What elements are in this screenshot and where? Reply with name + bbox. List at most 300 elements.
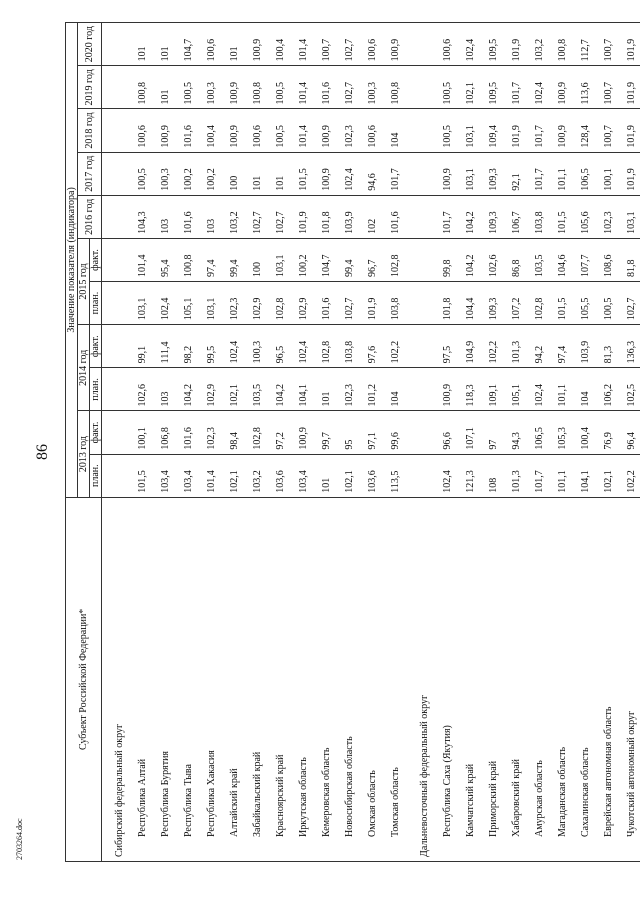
value-cell: 100,5 [131, 152, 154, 195]
value-cell: 100,6 [361, 109, 384, 152]
value-cell: 104,7 [177, 23, 200, 66]
value-cell: 107,7 [574, 238, 597, 281]
value-cell: 111,4 [154, 325, 177, 368]
value-cell: 101,5 [551, 282, 574, 325]
value-cell: 102,3 [338, 368, 361, 411]
subject-name: Сахалинская область [574, 497, 597, 861]
subject-name: Камчатский край [459, 497, 482, 861]
value-cell: 101 [269, 152, 292, 195]
value-cell: 100,9 [315, 109, 338, 152]
value-cell: 101,8 [315, 195, 338, 238]
value-cell: 102,3 [223, 282, 246, 325]
value-cell: 103 [154, 195, 177, 238]
year-header: 2015 год [78, 238, 90, 324]
value-cell: 121,3 [459, 454, 482, 497]
value-cell: 103,4 [292, 454, 315, 497]
value-cell: 100,5 [436, 66, 459, 109]
value-cell [407, 368, 436, 411]
value-cell: 101,7 [505, 66, 528, 109]
value-cell: 101,9 [620, 152, 640, 195]
value-cell: 100,5 [597, 282, 620, 325]
value-cell: 94,3 [505, 411, 528, 454]
value-cell: 109,3 [482, 152, 505, 195]
value-cell: 128,4 [574, 109, 597, 152]
table-row [223, 23, 246, 862]
value-cell: 109,4 [482, 109, 505, 152]
value-cell [102, 411, 132, 454]
value-cell: 96,5 [269, 325, 292, 368]
table-row [459, 23, 482, 862]
fact-subheader: факт. [90, 325, 102, 368]
value-cell: 102,7 [338, 66, 361, 109]
value-cell: 104,2 [459, 195, 482, 238]
value-cell: 103 [154, 368, 177, 411]
value-cell: 101,5 [292, 152, 315, 195]
value-cell: 102,3 [597, 195, 620, 238]
value-cell: 102,4 [223, 325, 246, 368]
value-cell: 100,9 [384, 23, 407, 66]
value-cell: 102,8 [269, 282, 292, 325]
value-cell: 104,1 [574, 454, 597, 497]
value-cell: 101 [154, 23, 177, 66]
value-cell: 102,3 [200, 411, 223, 454]
value-cell: 97,4 [551, 325, 574, 368]
fact-subheader: факт. [90, 238, 102, 281]
value-cell: 101,9 [620, 23, 640, 66]
value-cell: 104 [384, 368, 407, 411]
value-cell: 102,8 [528, 282, 551, 325]
value-cell: 102,9 [246, 282, 269, 325]
value-cell: 101,1 [551, 368, 574, 411]
value-cell: 101,5 [551, 195, 574, 238]
value-cell: 100,5 [436, 109, 459, 152]
value-cell: 118,3 [459, 368, 482, 411]
value-cell: 100,8 [177, 238, 200, 281]
value-cell: 102,6 [482, 238, 505, 281]
value-cell: 104,2 [459, 238, 482, 281]
value-cell: 102,7 [620, 282, 640, 325]
value-cell: 101,3 [505, 325, 528, 368]
value-cell: 103,5 [246, 368, 269, 411]
subject-column-header: Субъект Российской Федерации* [66, 497, 102, 861]
subject-name: Забайкальский край [246, 497, 269, 861]
table-row [292, 23, 315, 862]
district-row [407, 23, 436, 862]
value-cell: 104,3 [131, 195, 154, 238]
value-cell: 101,7 [384, 152, 407, 195]
value-cell: 109,5 [482, 23, 505, 66]
value-cell [407, 238, 436, 281]
value-cell: 103,2 [528, 23, 551, 66]
value-cell: 103,1 [269, 238, 292, 281]
value-cell [407, 282, 436, 325]
year-header: 2018 год [78, 109, 102, 152]
value-cell: 104 [574, 368, 597, 411]
year-header: 2013 год [78, 411, 90, 497]
value-cell: 103,1 [459, 152, 482, 195]
value-cell: 100,9 [551, 66, 574, 109]
value-cell: 103,8 [528, 195, 551, 238]
value-cell: 102,2 [482, 325, 505, 368]
district-name: Сибирский федеральный округ [102, 497, 132, 861]
value-cell: 100,9 [315, 152, 338, 195]
value-cell: 101,9 [292, 195, 315, 238]
value-cell: 102,7 [246, 195, 269, 238]
value-cell: 103,6 [269, 454, 292, 497]
table-row [574, 23, 597, 862]
value-cell [102, 325, 132, 368]
table-row [177, 23, 200, 862]
value-cell: 99,4 [223, 238, 246, 281]
value-cell: 100,3 [200, 66, 223, 109]
value-cell: 112,7 [574, 23, 597, 66]
value-cell [407, 195, 436, 238]
value-cell: 100,8 [551, 23, 574, 66]
value-cell: 102,2 [620, 454, 640, 497]
value-cell: 102,8 [384, 238, 407, 281]
value-cell: 106,5 [528, 411, 551, 454]
value-cell: 100,3 [154, 152, 177, 195]
value-cell: 101,9 [620, 109, 640, 152]
value-cell [102, 23, 132, 66]
value-cell: 105,1 [505, 368, 528, 411]
value-cell: 101,4 [200, 454, 223, 497]
table-row [551, 23, 574, 862]
table-row [246, 23, 269, 862]
value-cell: 95 [338, 411, 361, 454]
value-cell: 100,6 [246, 109, 269, 152]
value-cell: 102,1 [338, 454, 361, 497]
value-cell: 103,5 [528, 238, 551, 281]
value-cell: 100,6 [361, 23, 384, 66]
value-cell: 97,4 [200, 238, 223, 281]
value-cell: 96,6 [436, 411, 459, 454]
value-cell: 103,2 [223, 195, 246, 238]
subject-name: Еврейская автономная область [597, 497, 620, 861]
value-cell: 103,4 [154, 454, 177, 497]
value-cell: 100 [246, 238, 269, 281]
value-cell: 99,8 [436, 238, 459, 281]
value-cell: 104,1 [292, 368, 315, 411]
value-cell: 100,9 [551, 109, 574, 152]
value-cell: 103,9 [574, 325, 597, 368]
value-cell: 102,8 [246, 411, 269, 454]
value-cell: 101,7 [528, 152, 551, 195]
value-cell: 101 [131, 23, 154, 66]
subject-name: Алтайский край [223, 497, 246, 861]
value-cell: 99,1 [131, 325, 154, 368]
value-cell: 100,2 [177, 152, 200, 195]
value-cell: 100,9 [154, 109, 177, 152]
fact-subheader: факт. [90, 411, 102, 454]
value-cell: 98,2 [177, 325, 200, 368]
value-cell: 100,8 [384, 66, 407, 109]
value-cell: 97,5 [436, 325, 459, 368]
value-cell: 104,2 [269, 368, 292, 411]
value-cell: 100,4 [269, 23, 292, 66]
value-cell: 102,4 [459, 23, 482, 66]
table-row [338, 23, 361, 862]
plan-subheader: план. [90, 454, 102, 497]
value-cell: 101,6 [315, 282, 338, 325]
value-cell: 101,9 [505, 109, 528, 152]
value-cell: 105,5 [574, 282, 597, 325]
value-cell: 101,7 [528, 109, 551, 152]
value-cell: 101,6 [384, 195, 407, 238]
value-cell: 103,9 [338, 195, 361, 238]
subject-name: Магаданская область [551, 497, 574, 861]
subject-name: Новосибирская область [338, 497, 361, 861]
year-header: 2017 год [78, 152, 102, 195]
value-cell: 81,3 [597, 325, 620, 368]
value-cell: 102,9 [200, 368, 223, 411]
subject-name: Республика Хакасия [200, 497, 223, 861]
page-number: 86 [34, 444, 51, 460]
table-row [620, 23, 640, 862]
value-cell: 99,6 [384, 411, 407, 454]
value-cell: 103,4 [177, 454, 200, 497]
value-cell: 106,7 [505, 195, 528, 238]
document-code: 2703264.doc [15, 818, 24, 860]
value-cell: 101,5 [131, 454, 154, 497]
value-cell [407, 109, 436, 152]
table-row [482, 23, 505, 862]
value-cell: 106,5 [574, 152, 597, 195]
district-name: Дальневосточный федеральный округ [407, 497, 436, 861]
value-cell: 100,6 [131, 109, 154, 152]
value-cell: 102,7 [269, 195, 292, 238]
value-cell: 100,1 [131, 411, 154, 454]
value-cell: 100,3 [361, 66, 384, 109]
plan-subheader: план. [90, 368, 102, 411]
subject-name: Амурская область [528, 497, 551, 861]
value-cell: 100,9 [436, 152, 459, 195]
value-cell [102, 454, 132, 497]
value-cell: 102,7 [338, 282, 361, 325]
value-cell [102, 66, 132, 109]
year-header: 2020 год [78, 23, 102, 66]
table-row [384, 23, 407, 862]
table-row [200, 23, 223, 862]
year-header: 2016 год [78, 195, 102, 238]
value-cell [102, 282, 132, 325]
value-cell: 101 [154, 66, 177, 109]
value-cell: 101 [315, 368, 338, 411]
value-cell: 101,9 [361, 282, 384, 325]
value-cell: 100,9 [292, 411, 315, 454]
value-cell [407, 66, 436, 109]
value-cell [407, 152, 436, 195]
value-cell: 101,7 [436, 195, 459, 238]
value-cell: 113,6 [574, 66, 597, 109]
value-cell: 103,1 [131, 282, 154, 325]
value-cell: 99,7 [315, 411, 338, 454]
value-cell: 102,6 [131, 368, 154, 411]
value-cell [407, 325, 436, 368]
value-cell: 100,8 [131, 66, 154, 109]
value-cell: 98,4 [223, 411, 246, 454]
value-cell: 101 [223, 23, 246, 66]
value-cell: 100 [223, 152, 246, 195]
value-cell: 101,7 [528, 454, 551, 497]
value-cell: 100,8 [246, 66, 269, 109]
value-cell: 95,4 [154, 238, 177, 281]
value-cell: 103,8 [338, 325, 361, 368]
value-cell [407, 454, 436, 497]
value-cell: 100,5 [269, 109, 292, 152]
subject-name: Республика Тыва [177, 497, 200, 861]
values-header: Значение показателя (индикатора) [66, 23, 78, 498]
table-row [269, 23, 292, 862]
value-cell: 99,5 [200, 325, 223, 368]
value-cell: 102,2 [384, 325, 407, 368]
subject-name: Красноярский край [269, 497, 292, 861]
value-cell: 100,1 [597, 152, 620, 195]
value-cell: 104,6 [551, 238, 574, 281]
value-cell: 100,5 [269, 66, 292, 109]
value-cell: 104 [384, 109, 407, 152]
value-cell: 106,8 [154, 411, 177, 454]
value-cell: 105,1 [177, 282, 200, 325]
value-cell: 108,6 [597, 238, 620, 281]
value-cell: 102,4 [436, 454, 459, 497]
value-cell: 102,4 [528, 66, 551, 109]
value-cell: 102,1 [223, 454, 246, 497]
value-cell: 97 [482, 411, 505, 454]
value-cell: 109,1 [482, 368, 505, 411]
value-cell: 103,2 [246, 454, 269, 497]
value-cell: 102,1 [459, 66, 482, 109]
table-row [154, 23, 177, 862]
value-cell: 103 [200, 195, 223, 238]
value-cell: 102,9 [292, 282, 315, 325]
value-cell: 101,1 [551, 152, 574, 195]
table-row [315, 23, 338, 862]
value-cell: 109,5 [482, 66, 505, 109]
value-cell: 101,9 [505, 23, 528, 66]
value-cell: 101,6 [177, 195, 200, 238]
value-cell: 113,5 [384, 454, 407, 497]
value-cell [102, 195, 132, 238]
value-cell: 100,7 [315, 23, 338, 66]
rotated-page [65, 22, 637, 862]
value-cell: 103,8 [384, 282, 407, 325]
subject-name: Чукотский автономный округ [620, 497, 640, 861]
value-cell: 101,8 [436, 282, 459, 325]
value-cell: 102,7 [338, 23, 361, 66]
value-cell: 94,2 [528, 325, 551, 368]
value-cell: 101 [246, 152, 269, 195]
value-cell: 101,4 [292, 109, 315, 152]
value-cell: 104,2 [177, 368, 200, 411]
value-cell: 102,1 [223, 368, 246, 411]
subject-name: Республика Бурятия [154, 497, 177, 861]
value-cell: 102,4 [292, 325, 315, 368]
value-cell: 101,3 [505, 454, 528, 497]
subject-name: Хабаровский край [505, 497, 528, 861]
value-cell: 101,4 [292, 66, 315, 109]
value-cell: 100,7 [597, 109, 620, 152]
district-row [102, 23, 132, 862]
value-cell: 102,4 [528, 368, 551, 411]
value-cell: 102,3 [338, 109, 361, 152]
value-cell: 76,9 [597, 411, 620, 454]
value-cell: 100,9 [223, 109, 246, 152]
indicator-table [65, 22, 640, 862]
value-cell: 99,4 [338, 238, 361, 281]
value-cell [102, 109, 132, 152]
value-cell: 100,9 [436, 368, 459, 411]
value-cell: 107,2 [505, 282, 528, 325]
value-cell: 101,6 [177, 109, 200, 152]
value-cell: 100,4 [200, 109, 223, 152]
value-cell: 100,7 [597, 66, 620, 109]
value-cell: 104,4 [459, 282, 482, 325]
value-cell: 100,2 [292, 238, 315, 281]
value-cell: 108 [482, 454, 505, 497]
value-cell [407, 23, 436, 66]
value-cell: 102 [361, 195, 384, 238]
value-cell: 100,4 [574, 411, 597, 454]
value-cell: 101,6 [315, 66, 338, 109]
value-cell: 100,9 [223, 66, 246, 109]
value-cell: 109,3 [482, 195, 505, 238]
table-header [66, 23, 102, 862]
value-cell: 107,1 [459, 411, 482, 454]
value-cell: 97,1 [361, 411, 384, 454]
value-cell: 96,4 [620, 411, 640, 454]
value-cell: 100,5 [177, 66, 200, 109]
value-cell [102, 238, 132, 281]
value-cell: 103,1 [459, 109, 482, 152]
year-header: 2019 год [78, 66, 102, 109]
value-cell [102, 368, 132, 411]
value-cell: 81,8 [620, 238, 640, 281]
value-cell: 102,4 [154, 282, 177, 325]
table-row [505, 23, 528, 862]
subject-name: Иркутская область [292, 497, 315, 861]
value-cell: 96,7 [361, 238, 384, 281]
value-cell [407, 411, 436, 454]
value-cell: 101,9 [620, 66, 640, 109]
value-cell: 106,2 [597, 368, 620, 411]
value-cell: 97,2 [269, 411, 292, 454]
subject-name: Томская область [384, 497, 407, 861]
value-cell: 103,6 [361, 454, 384, 497]
table-row [361, 23, 384, 862]
value-cell: 109,3 [482, 282, 505, 325]
table-row [131, 23, 154, 862]
value-cell: 100,6 [436, 23, 459, 66]
value-cell: 103,1 [620, 195, 640, 238]
value-cell: 101,4 [292, 23, 315, 66]
value-cell: 86,8 [505, 238, 528, 281]
value-cell: 94,6 [361, 152, 384, 195]
value-cell: 102,4 [338, 152, 361, 195]
value-cell: 102,8 [315, 325, 338, 368]
value-cell: 100,7 [597, 23, 620, 66]
value-cell: 101,2 [361, 368, 384, 411]
value-cell: 136,3 [620, 325, 640, 368]
value-cell: 101,4 [131, 238, 154, 281]
value-cell: 101 [315, 454, 338, 497]
value-cell: 104,9 [459, 325, 482, 368]
value-cell [102, 152, 132, 195]
value-cell: 92,1 [505, 152, 528, 195]
table-row [436, 23, 459, 862]
value-cell: 101,1 [551, 454, 574, 497]
value-cell: 101,6 [177, 411, 200, 454]
